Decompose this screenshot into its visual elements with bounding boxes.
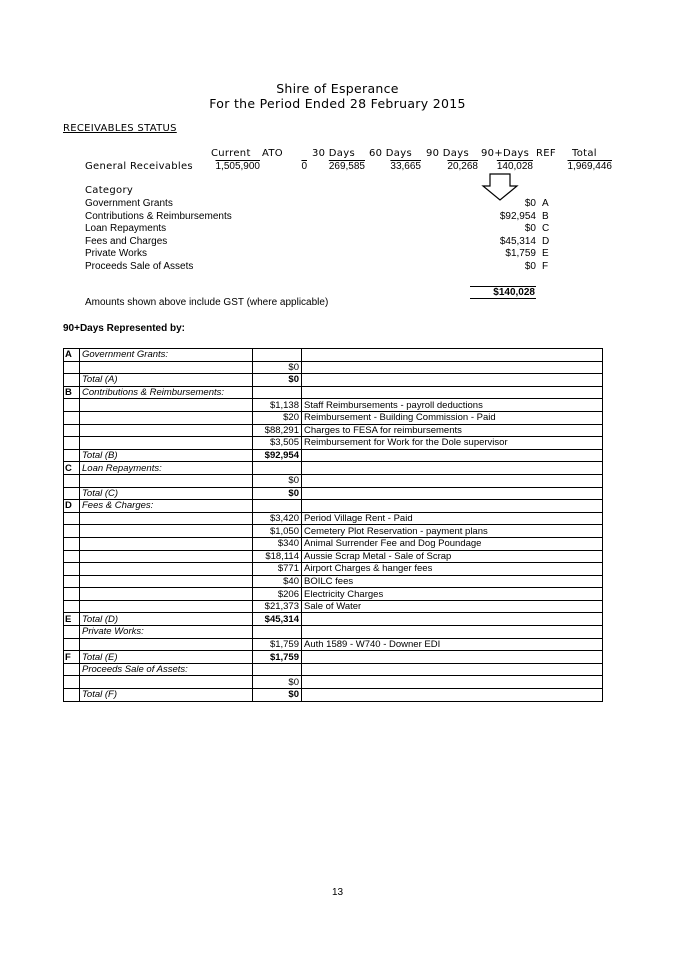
row-description — [302, 676, 603, 689]
category-amount: $1,759 — [505, 248, 536, 259]
value-ato: 0 — [301, 161, 307, 172]
category-ref: E — [542, 248, 549, 259]
table-total-row — [64, 449, 603, 462]
row-amount: $21,373 — [253, 600, 302, 613]
table-row — [64, 563, 603, 576]
row-description — [302, 500, 603, 513]
row-amount: $0 — [253, 474, 302, 487]
row-description — [302, 626, 603, 639]
row-amount: $40 — [253, 575, 302, 588]
row-label — [80, 399, 253, 412]
row-amount: $3,420 — [253, 512, 302, 525]
row-ref: D — [64, 500, 80, 513]
row-ref: B — [64, 386, 80, 399]
category-amount: $0 — [524, 261, 536, 272]
row-label: Total (A) — [80, 374, 253, 387]
row-label — [80, 474, 253, 487]
row-amount: $771 — [253, 563, 302, 576]
row-ref — [64, 512, 80, 525]
row-description: Animal Surrender Fee and Dog Poundage — [302, 537, 603, 550]
row-amount: $3,505 — [253, 437, 302, 450]
row-ref — [64, 424, 80, 437]
row-label — [80, 588, 253, 601]
row-description — [302, 374, 603, 387]
category-label: Fees and Charges — [85, 236, 168, 247]
category-amount: $0 — [524, 198, 536, 209]
row-ref — [64, 361, 80, 374]
category-amount: $92,954 — [499, 211, 536, 222]
row-amount — [253, 500, 302, 513]
row-description: Sale of Water — [302, 600, 603, 613]
table-row — [64, 474, 603, 487]
category-label: Government Grants — [85, 198, 173, 209]
row-description — [302, 689, 603, 702]
row-label: Proceeds Sale of Assets: — [80, 663, 253, 676]
row-ref — [64, 437, 80, 450]
row-label: Government Grants: — [80, 349, 253, 362]
row-label — [80, 361, 253, 374]
row-description: BOILC fees — [302, 575, 603, 588]
row-ref — [64, 525, 80, 538]
row-amount: $88,291 — [253, 424, 302, 437]
document-org-title: Shire of Esperance — [276, 81, 399, 96]
row-description — [302, 361, 603, 374]
row-ref — [64, 663, 80, 676]
row-description: Auth 1589 - W740 - Downer EDI — [302, 638, 603, 651]
table-row — [64, 349, 603, 362]
row-label: Total (C) — [80, 487, 253, 500]
row-label — [80, 550, 253, 563]
col-90-days: 90 Days — [426, 148, 469, 159]
row-ref: E — [64, 613, 80, 626]
category-label: Loan Repayments — [85, 223, 167, 234]
table-total-row — [64, 689, 603, 702]
row-label: Fees & Charges: — [80, 500, 253, 513]
row-label — [80, 512, 253, 525]
row-ref — [64, 487, 80, 500]
row-amount: $92,954 — [253, 449, 302, 462]
row-ref — [64, 537, 80, 550]
table-row — [64, 361, 603, 374]
row-ref — [64, 474, 80, 487]
table-row — [64, 550, 603, 563]
row-description — [302, 462, 603, 475]
category-label: Proceeds Sale of Assets — [85, 261, 194, 272]
row-label: Contributions & Reimbursements: — [80, 386, 253, 399]
value-90plus-days: 140,028 — [496, 161, 533, 172]
row-ref — [64, 638, 80, 651]
row-amount: $45,314 — [253, 613, 302, 626]
down-arrow-icon — [481, 173, 519, 201]
row-description — [302, 651, 603, 664]
row-label — [80, 563, 253, 576]
row-description — [302, 474, 603, 487]
table-total-row — [64, 374, 603, 387]
col-60-days: 60 Days — [369, 148, 412, 159]
row-ref: C — [64, 462, 80, 475]
table-total-row — [64, 487, 603, 500]
category-amount: $45,314 — [499, 236, 536, 247]
row-amount: $0 — [253, 689, 302, 702]
category-heading: Category — [85, 185, 134, 196]
table-row — [64, 575, 603, 588]
value-90-days: 20,268 — [447, 161, 478, 172]
table-row — [64, 676, 603, 689]
row-description: Aussie Scrap Metal - Sale of Scrap — [302, 550, 603, 563]
row-label: Private Works: — [80, 626, 253, 639]
detail-table — [63, 348, 603, 702]
value-current: 1,505,900 — [215, 161, 260, 172]
row-label — [80, 437, 253, 450]
category-ref: B — [542, 211, 549, 222]
row-amount — [253, 462, 302, 475]
row-amount: $1,138 — [253, 399, 302, 412]
detail-heading: 90+Days Represented by: — [63, 323, 186, 334]
row-label — [80, 575, 253, 588]
table-row — [64, 537, 603, 550]
table-row — [64, 600, 603, 613]
table-row — [64, 462, 603, 475]
row-amount — [253, 626, 302, 639]
row-description: Reimbursement - Building Commission - Paid — [302, 411, 603, 424]
section-title: RECEIVABLES STATUS — [63, 123, 177, 134]
row-label — [80, 600, 253, 613]
row-label: Total (E) — [80, 651, 253, 664]
row-ref: A — [64, 349, 80, 362]
row-label — [80, 411, 253, 424]
value-total: 1,969,446 — [567, 161, 612, 172]
row-amount: $1,759 — [253, 638, 302, 651]
row-amount: $0 — [253, 487, 302, 500]
row-description: Airport Charges & hanger fees — [302, 563, 603, 576]
category-label: Contributions & Reimbursements — [85, 211, 232, 222]
row-amount: $0 — [253, 361, 302, 374]
row-amount: $340 — [253, 537, 302, 550]
table-row — [64, 500, 603, 513]
row-label: Total (F) — [80, 689, 253, 702]
col-ato: ATO — [262, 148, 283, 159]
row-ref — [64, 600, 80, 613]
row-ref — [64, 550, 80, 563]
table-row — [64, 588, 603, 601]
row-ref: F — [64, 651, 80, 664]
row-amount: $1,759 — [253, 651, 302, 664]
row-label — [80, 638, 253, 651]
row-description: Period Village Rent - Paid — [302, 512, 603, 525]
row-ref — [64, 626, 80, 639]
value-30-days: 269,585 — [328, 161, 365, 172]
row-description — [302, 386, 603, 399]
page-number: 13 — [331, 887, 344, 898]
category-total: $140,028 — [470, 286, 536, 299]
row-ref — [64, 676, 80, 689]
row-ref — [64, 563, 80, 576]
table-row — [64, 512, 603, 525]
col-ref: REF — [536, 148, 556, 159]
row-label: Total (D) — [80, 613, 253, 626]
table-total-row — [64, 651, 603, 664]
row-description — [302, 663, 603, 676]
row-amount: $0 — [253, 374, 302, 387]
row-label — [80, 424, 253, 437]
row-description: Electricity Charges — [302, 588, 603, 601]
row-ref — [64, 575, 80, 588]
table-row — [64, 411, 603, 424]
table-total-row — [64, 613, 603, 626]
table-row — [64, 638, 603, 651]
col-total: Total — [572, 148, 597, 159]
row-label — [80, 676, 253, 689]
table-row — [64, 525, 603, 538]
row-ref — [64, 689, 80, 702]
category-label: Private Works — [85, 248, 148, 259]
category-amount: $0 — [524, 223, 536, 234]
row-description: Staff Reimbursements - payroll deductions — [302, 399, 603, 412]
category-ref: C — [542, 223, 550, 234]
row-amount — [253, 663, 302, 676]
row-label: Loan Repayments: — [80, 462, 253, 475]
value-60-days: 33,665 — [390, 161, 421, 172]
row-general-receivables: General Receivables — [85, 161, 193, 172]
row-label: Total (B) — [80, 449, 253, 462]
table-row — [64, 437, 603, 450]
row-amount: $18,114 — [253, 550, 302, 563]
row-description: Reimbursement for Work for the Dole supervisor — [302, 437, 603, 450]
row-amount — [253, 349, 302, 362]
row-description: Charges to FESA for reimbursements — [302, 424, 603, 437]
row-amount — [253, 386, 302, 399]
row-description: Cemetery Plot Reservation - payment plans — [302, 525, 603, 538]
row-ref — [64, 449, 80, 462]
row-amount: $206 — [253, 588, 302, 601]
row-description — [302, 449, 603, 462]
category-ref: F — [542, 261, 549, 272]
row-ref — [64, 411, 80, 424]
col-30-days: 30 Days — [312, 148, 355, 159]
row-label — [80, 537, 253, 550]
row-ref — [64, 588, 80, 601]
gst-note: Amounts shown above include GST (where applicable) — [85, 297, 329, 308]
row-description — [302, 487, 603, 500]
row-amount: $20 — [253, 411, 302, 424]
row-description — [302, 613, 603, 626]
row-ref — [64, 399, 80, 412]
row-ref — [64, 374, 80, 387]
col-90plus-days: 90+Days — [481, 148, 530, 159]
table-row — [64, 399, 603, 412]
row-description — [302, 349, 603, 362]
category-ref: A — [542, 198, 549, 209]
row-amount: $1,050 — [253, 525, 302, 538]
table-row — [64, 626, 603, 639]
row-label — [80, 525, 253, 538]
table-row — [64, 663, 603, 676]
category-ref: D — [542, 236, 550, 247]
table-row — [64, 386, 603, 399]
row-amount: $0 — [253, 676, 302, 689]
col-current: Current — [211, 148, 251, 159]
table-row — [64, 424, 603, 437]
document-period-title: For the Period Ended 28 February 2015 — [209, 96, 466, 111]
